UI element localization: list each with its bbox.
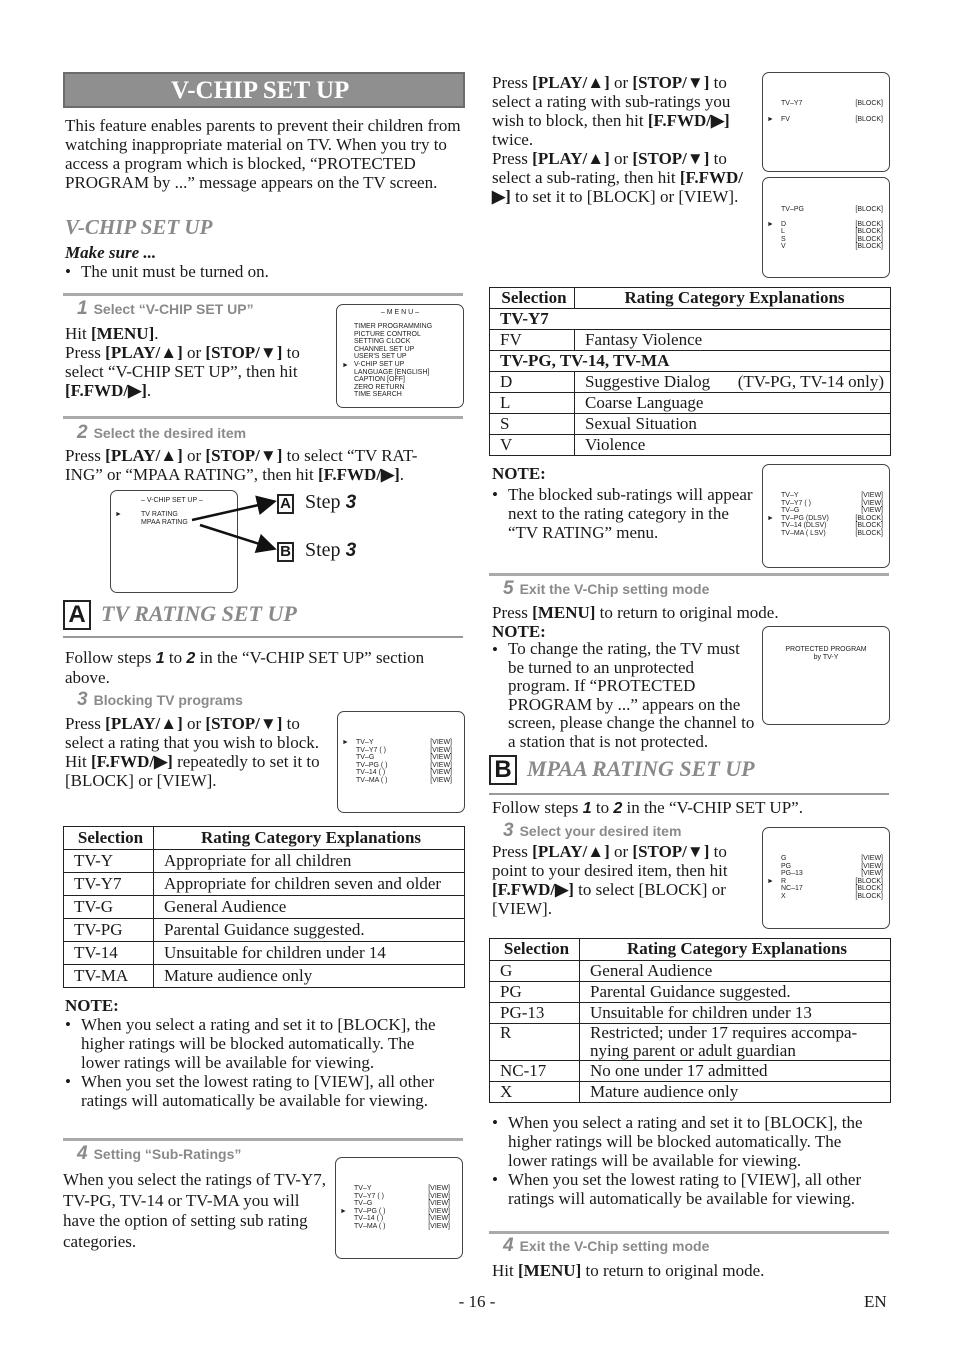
section-b-letter: B bbox=[489, 755, 517, 785]
sub-rating-table bbox=[489, 287, 891, 456]
table-header-row: Selection Rating Category Explanations bbox=[490, 288, 891, 309]
menu-screen-items bbox=[354, 323, 432, 399]
step4a-header bbox=[77, 1145, 241, 1163]
stop-key: [STOP/▼] bbox=[632, 73, 710, 92]
tv-rating-row: TV–Y [VIEW] bbox=[356, 739, 452, 746]
sub-rating-text: Press [PLAY/▲] or [STOP/▼] to select a rating with sub-ratings you wish to block, then hit [F.FWD/▶] twice. Press [PLAY/▲] or [STOP/▼] to select a sub-rating, then hit [F.FWD/▶] to set it to [BLOCK] or [VIEW]. bbox=[492, 73, 744, 206]
intro-paragraph: This feature enables parents to prevent their children from watching inappropriate material on TV. When you try to access a program which is blocked, “PROTECTED PROGRAM by ...” message appears on the TV screen. bbox=[65, 116, 461, 192]
table-row: NC-17 No one under 17 admitted bbox=[490, 1061, 891, 1082]
tv-y7-rows bbox=[781, 100, 883, 123]
callout-step-a: A Step 3 bbox=[277, 490, 356, 515]
mpaa-row: NC–17 [BLOCK] bbox=[781, 885, 883, 893]
vchip-item-mpaa-rating: MPAA RATING bbox=[141, 518, 188, 526]
make-sure-list bbox=[65, 262, 365, 281]
sub-result-row: TV–MA ( LSV) [BLOCK] bbox=[781, 529, 883, 537]
callout-letter-b: B bbox=[277, 542, 294, 562]
sub-rating-row: TV–14 ( ) [VIEW] bbox=[354, 1215, 450, 1223]
step3a-header bbox=[77, 691, 243, 709]
step3b-number: 3 bbox=[503, 820, 514, 841]
callout-step-b: B Step 3 bbox=[277, 538, 356, 563]
sub-rating-table-wrap bbox=[489, 287, 891, 456]
tv-y7-row: TV–Y7 [BLOCK] bbox=[781, 100, 883, 107]
note-exit-text: To change the rating, the TV must be turned to an unprotected program. If “PROTECTED PROGRAM by ...” appears on the screen, please change the channel to a station that is not protected. bbox=[508, 639, 755, 751]
step1-title: Select “V-CHIP SET UP” bbox=[93, 301, 254, 317]
sub-result-row: TV–PG (DLSV) [BLOCK] bbox=[781, 514, 883, 522]
table-row: S Sexual Situation bbox=[490, 414, 891, 435]
menu-item: ZERO RETURN bbox=[354, 383, 405, 391]
section-b-header bbox=[489, 755, 889, 795]
tv-rating-row: TV–PG ( ) [VIEW] bbox=[356, 761, 452, 769]
note-a-item: • When you select a rating and set it to [BLOCK], the higher ratings will be blocked automatically. The lower ratings will be available for viewing. bbox=[65, 1015, 450, 1072]
menu-key: [MENU] bbox=[90, 324, 155, 343]
step4b-header bbox=[503, 1237, 709, 1255]
table-header-row: Selection Rating Category Explanations bbox=[64, 827, 465, 850]
step3b-text: Press [PLAY/▲] or [STOP/▼] to point to your desired item, then hit [F.FWD/▶] to select [BLOCK] or [VIEW]. bbox=[492, 842, 728, 918]
vchip-heading: V-CHIP SET UP bbox=[65, 215, 213, 239]
tv-rating-row: TV–14 ( ) [VIEW] bbox=[356, 769, 452, 777]
sub-result-rows bbox=[781, 492, 883, 538]
step3a-title: Blocking TV programs bbox=[93, 692, 243, 708]
stop-key: [STOP/▼] bbox=[632, 842, 710, 861]
mpaa-row: X [BLOCK] bbox=[781, 892, 883, 900]
sub-rating-screen bbox=[335, 1157, 463, 1259]
protected-line1: PROTECTED PROGRAM bbox=[785, 646, 867, 653]
section-a-header bbox=[63, 600, 463, 638]
tv-rating-table-wrap bbox=[63, 826, 465, 988]
pointer-icon: ► bbox=[342, 739, 349, 746]
step2-header bbox=[77, 424, 246, 442]
callout-letter-a: A bbox=[277, 494, 294, 514]
play-key: [PLAY/▲] bbox=[532, 842, 610, 861]
tv-pg-row: S [BLOCK] bbox=[781, 235, 883, 243]
table-row: TV-Y Appropriate for all children bbox=[64, 850, 465, 873]
callout-arrows bbox=[180, 490, 290, 560]
section-a-letter: A bbox=[63, 600, 91, 630]
step4b-title: Exit the V-Chip setting mode bbox=[519, 1238, 710, 1254]
ffwd-key: [F.FWD/▶] bbox=[90, 752, 173, 771]
step5-text: Press [MENU] to return to original mode. bbox=[492, 603, 779, 622]
note-a-list bbox=[65, 1015, 450, 1110]
table-row: TV-MA Mature audience only bbox=[64, 965, 465, 988]
table-row: TV-PG Parental Guidance suggested. bbox=[64, 919, 465, 942]
tv-pg-rows bbox=[781, 206, 883, 251]
arrow-b bbox=[200, 525, 272, 548]
step3a-number: 3 bbox=[77, 689, 88, 710]
pointer-icon: ► bbox=[340, 1208, 347, 1215]
mpaa-row: PG [VIEW] bbox=[781, 862, 883, 870]
menu-item: LANGUAGE [ENGLISH] bbox=[354, 368, 430, 376]
mpaa-screen bbox=[762, 827, 890, 929]
section-a-follow: Follow steps 1 to 2 in the “V-CHIP SET UP” section above. bbox=[65, 648, 425, 687]
table-row: FV Fantasy Violence bbox=[490, 330, 891, 351]
menu-item: V-CHIP SET UP bbox=[354, 360, 405, 368]
step5-title: Exit the V-Chip setting mode bbox=[519, 581, 710, 597]
vchip-screen-title: – V-CHIP SET UP – bbox=[141, 497, 203, 504]
menu-key: [MENU] bbox=[532, 603, 596, 622]
sub-rating-row: TV–MA ( ) [VIEW] bbox=[354, 1222, 450, 1230]
note-sub-list bbox=[492, 485, 757, 542]
sub-rating-row: TV–Y [VIEW] bbox=[354, 1185, 450, 1192]
table-row: TV-G General Audience bbox=[64, 896, 465, 919]
step4b-rule bbox=[489, 1231, 889, 1234]
menu-item: SETTING CLOCK bbox=[354, 338, 411, 346]
note-exit-label: NOTE: bbox=[492, 622, 546, 641]
sub-result-row: TV–14 (DLSV) [BLOCK] bbox=[781, 522, 883, 530]
table-row: R Restricted; under 17 requires accompa-nying parent or adult guardian bbox=[490, 1024, 891, 1061]
sub-rating-row: TV–Y7 ( ) [VIEW] bbox=[354, 1192, 450, 1200]
pointer-icon: ► bbox=[342, 362, 349, 369]
arrow-a bbox=[192, 502, 272, 520]
tv-pg-screen bbox=[762, 177, 890, 278]
mpaa-row: G [VIEW] bbox=[781, 855, 883, 862]
menu-item: TIME SEARCH bbox=[354, 391, 402, 399]
menu-item: PICTURE CONTROL bbox=[354, 330, 421, 338]
stop-key: [STOP/▼] bbox=[632, 149, 710, 168]
step2-number: 2 bbox=[77, 422, 88, 443]
menu-screen-title: – M E N U – bbox=[380, 309, 420, 316]
step2-rule bbox=[63, 416, 463, 419]
note-b-item: • When you select a rating and set it to [BLOCK], the higher ratings will be blocked automatically. The lower ratings will be available for viewing. bbox=[492, 1113, 877, 1170]
table-row: V Violence bbox=[490, 435, 891, 456]
stop-key: [STOP/▼] bbox=[205, 714, 283, 733]
table-row: PG-13 Unsuitable for children under 13 bbox=[490, 1003, 891, 1024]
table-row: TV-14 Unsuitable for children under 14 bbox=[64, 942, 465, 965]
mpaa-row: R [BLOCK] bbox=[781, 877, 883, 885]
sub-result-row: TV–Y [VIEW] bbox=[781, 492, 883, 499]
sub-rating-rows bbox=[354, 1185, 450, 1231]
step4a-text: When you select the ratings of TV-Y7, TV-PG, TV-14 or TV-MA you will have the option of setting sub rating categories. bbox=[63, 1170, 326, 1251]
table-row: TV-Y7 Appropriate for children seven and older bbox=[64, 873, 465, 896]
menu-screen bbox=[336, 304, 464, 408]
step2-title: Select the desired item bbox=[93, 425, 247, 441]
section-b-follow: Follow steps 1 to 2 in the “V-CHIP SET UP”. bbox=[492, 798, 803, 817]
sub-rating-row: TV–G [VIEW] bbox=[354, 1200, 450, 1208]
pointer-icon: ► bbox=[767, 221, 774, 228]
mpaa-rows bbox=[781, 855, 883, 901]
step3a-text: Press [PLAY/▲] or [STOP/▼] to select a rating that you wish to block. Hit [F.FWD/▶] repeatedly to set it to [BLOCK] or [VIEW]. bbox=[65, 714, 320, 790]
play-key: [PLAY/▲] bbox=[532, 149, 610, 168]
ffwd-key: [F.FWD/▶] bbox=[65, 381, 147, 400]
menu-item: CAPTION [OFF] bbox=[354, 376, 405, 384]
table-header-row: Selection Rating Category Explanations bbox=[490, 939, 891, 961]
table-row: X Mature audience only bbox=[490, 1082, 891, 1103]
tv-y7-screen bbox=[762, 72, 890, 172]
table-row: D Suggestive Dialog (TV-PG, TV-14 only) bbox=[490, 372, 891, 393]
section-a-title: TV RATING SET UP bbox=[101, 601, 297, 626]
play-key: [PLAY/▲] bbox=[105, 446, 183, 465]
protected-screen bbox=[762, 626, 890, 725]
step5-header bbox=[503, 580, 709, 598]
sub-result-screen bbox=[762, 464, 890, 568]
ffwd-key: [F.FWD/▶] bbox=[647, 111, 730, 130]
sub-rating-row: TV–PG ( ) [VIEW] bbox=[354, 1207, 450, 1215]
note-a-item: • When you set the lowest rating to [VIEW], all other ratings will automatically be available for viewing. bbox=[65, 1072, 450, 1110]
menu-item: USER'S SET UP bbox=[354, 353, 407, 361]
pointer-icon: ► bbox=[767, 878, 774, 885]
ffwd-key: [F.FWD/▶] bbox=[317, 465, 400, 484]
tv-rating-row: TV–MA ( ) [VIEW] bbox=[356, 776, 452, 784]
mpaa-table-wrap bbox=[489, 938, 891, 1103]
note-exit-block: • bbox=[492, 640, 498, 659]
note-a-label: NOTE: bbox=[65, 996, 119, 1015]
section-b-title: MPAA RATING SET UP bbox=[527, 756, 755, 781]
tv-rating-screen bbox=[337, 711, 465, 813]
play-key: [PLAY/▲] bbox=[105, 343, 183, 362]
stop-key: [STOP/▼] bbox=[205, 446, 283, 465]
tv-rating-table bbox=[63, 826, 465, 988]
mpaa-table bbox=[489, 938, 891, 1103]
make-sure-label: Make sure ... bbox=[65, 243, 157, 262]
note-b-list bbox=[492, 1113, 877, 1208]
menu-item: TIMER PROGRAMMING bbox=[354, 323, 433, 330]
pointer-icon: ► bbox=[767, 116, 774, 123]
tv-pg-row: D [BLOCK] bbox=[781, 220, 883, 228]
tv-rating-row: TV–G [VIEW] bbox=[356, 754, 452, 762]
note-sub-label: NOTE: bbox=[492, 464, 546, 483]
note-b-item: • When you set the lowest rating to [VIEW], all other ratings will automatically be available for viewing. bbox=[492, 1170, 877, 1208]
step1-rule bbox=[63, 293, 463, 296]
menu-key: [MENU] bbox=[517, 1261, 582, 1280]
step1-header bbox=[77, 300, 254, 318]
step3b-title: Select your desired item bbox=[519, 823, 682, 839]
ffwd-key: [F.FWD/▶] bbox=[492, 168, 744, 206]
step3b-header bbox=[503, 822, 681, 840]
step1-text: Hit [MENU]. Press [PLAY/▲] or [STOP/▼] to select “V-CHIP SET UP”, then hit [F.FWD/▶]. bbox=[65, 324, 300, 400]
table-row: PG Parental Guidance suggested. bbox=[490, 982, 891, 1003]
step4a-rule bbox=[63, 1138, 463, 1141]
note-sub-item: • The blocked sub-ratings will appear next to the rating category in the “TV RATING” menu. bbox=[492, 485, 757, 542]
step4b-number: 4 bbox=[503, 1235, 514, 1256]
step5-rule bbox=[489, 573, 889, 576]
pointer-icon: ► bbox=[115, 511, 122, 518]
sub-result-row: TV–Y7 ( ) [VIEW] bbox=[781, 499, 883, 507]
menu-item: CHANNEL SET UP bbox=[354, 345, 415, 353]
tv-pg-row: TV–PG [BLOCK] bbox=[781, 206, 883, 213]
tv-y7-row: FV [BLOCK] bbox=[781, 115, 883, 123]
play-key: [PLAY/▲] bbox=[532, 73, 610, 92]
table-group-row: TV-PG, TV-14, TV-MA bbox=[490, 351, 891, 372]
step4a-title: Setting “Sub-Ratings” bbox=[93, 1146, 242, 1162]
step4b-text: Hit [MENU] to return to original mode. bbox=[492, 1261, 765, 1280]
step2-text: Press [PLAY/▲] or [STOP/▼] to select “TV RAT-ING” or “MPAA RATING”, then hit [F.FWD/▶]. bbox=[65, 446, 418, 484]
vchip-item-tv-rating: TV RATING bbox=[141, 511, 178, 518]
ffwd-key: [F.FWD/▶] bbox=[492, 880, 574, 899]
protected-line2: by TV-Y bbox=[813, 654, 839, 661]
step5-number: 5 bbox=[503, 578, 514, 599]
tv-pg-row: V [BLOCK] bbox=[781, 243, 883, 251]
language-code: EN bbox=[864, 1292, 887, 1311]
table-group-row: TV-Y7 bbox=[490, 309, 891, 330]
step1-number: 1 bbox=[77, 298, 88, 319]
play-key: [PLAY/▲] bbox=[105, 714, 183, 733]
pointer-icon: ► bbox=[767, 515, 774, 522]
page-title: V-CHIP SET UP bbox=[63, 72, 465, 108]
stop-key: [STOP/▼] bbox=[205, 343, 283, 362]
page-number: - 16 - bbox=[458, 1292, 496, 1311]
sub-result-row: TV–G [VIEW] bbox=[781, 507, 883, 515]
table-row: L Coarse Language bbox=[490, 393, 891, 414]
step4a-number: 4 bbox=[77, 1143, 88, 1164]
tv-rating-rows bbox=[356, 739, 452, 785]
tv-rating-row: TV–Y7 ( ) [VIEW] bbox=[356, 746, 452, 754]
mpaa-row: PG–13 [VIEW] bbox=[781, 870, 883, 878]
tv-pg-row: L [BLOCK] bbox=[781, 228, 883, 236]
make-sure-item: • The unit must be turned on. bbox=[65, 262, 365, 281]
table-row: G General Audience bbox=[490, 961, 891, 982]
